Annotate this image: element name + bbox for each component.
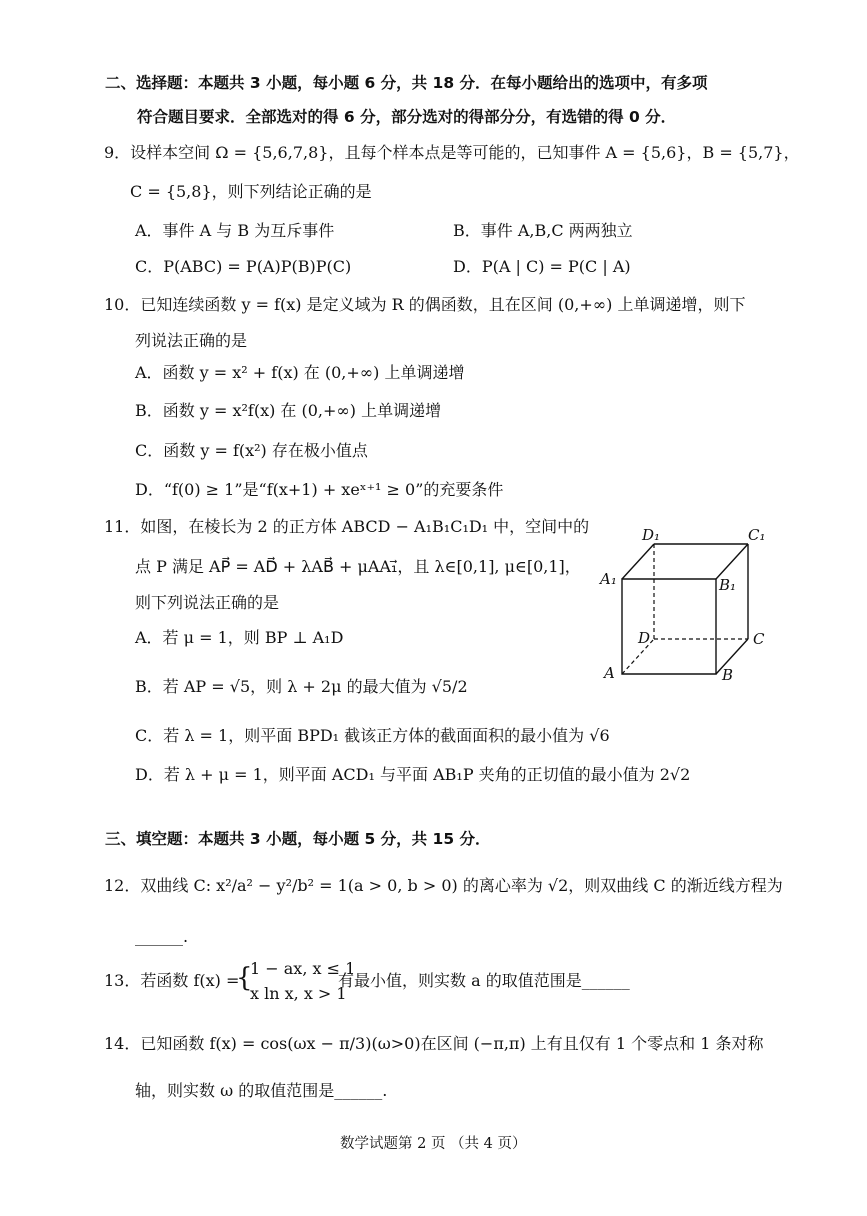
q12-blank: ______. — [135, 927, 189, 946]
label-a1: A₁ — [600, 570, 617, 588]
q9-option-c: C．P(ABC) = P(A)P(B)P(C) — [135, 257, 352, 276]
q10-option-a: A．函数 y = x² + f(x) 在 (0,+∞) 上单调递增 — [135, 363, 465, 382]
page-footer: 数学试题第 2 页 （共 4 页） — [340, 1136, 527, 1152]
q10-option-c: C．函数 y = f(x²) 存在极小值点 — [135, 441, 368, 460]
q9-stem-line1: 9．设样本空间 Ω = {5,6,7,8}，且每个样本点是等可能的，已知事件 A = {5,6}，B = {5,7}， — [104, 143, 800, 162]
cube-figure — [598, 524, 773, 684]
q11-option-a: A．若 μ = 1，则 BP ⊥ A₁D — [135, 628, 344, 647]
label-d1: D₁ — [642, 526, 661, 544]
q10-stem-line2: 列说法正确的是 — [135, 331, 248, 350]
q10-option-d: D．“f(0) ≥ 1”是“f(x+1) + xeˣ⁺¹ ≥ 0”的充要条件 — [135, 480, 504, 499]
label-b: B — [722, 666, 734, 684]
section2-heading-line1: 二、选择题：本题共 3 小题，每小题 6 分，共 18 分．在每小题给出的选项中，有多项 — [105, 74, 708, 92]
edge-b1c1 — [716, 544, 748, 579]
cube-front-face — [622, 579, 716, 674]
label-b1: B₁ — [719, 576, 737, 594]
q13-case2: x ln x, x > 1 — [250, 984, 347, 1003]
q13-brace: { — [236, 963, 253, 993]
q11-option-b: B．若 AP = √5，则 λ + 2μ 的最大值为 √5/2 — [135, 677, 468, 696]
q14-stem-line1: 14．已知函数 f(x) = cos(ωx − π/3)(ω>0)在区间 (−π,π) 上有且仅有 1 个零点和 1 条对称 — [104, 1034, 764, 1053]
q11-stem-line1: 11．如图，在棱长为 2 的正方体 ABCD − A₁B₁C₁D₁ 中，空间中的 — [104, 517, 590, 536]
q9-option-a: A．事件 A 与 B 为互斥事件 — [135, 221, 335, 240]
label-d: D — [638, 629, 651, 647]
q9-stem-line2: C = {5,8}，则下列结论正确的是 — [130, 182, 372, 201]
q13-suffix: 有最小值，则实数 a 的取值范围是______ — [338, 971, 630, 990]
label-c: C — [753, 630, 765, 648]
q13-prefix: 13．若函数 f(x) = — [104, 971, 240, 990]
q11-option-c: C．若 λ = 1，则平面 BPD₁ 截该正方体的截面面积的最小值为 √6 — [135, 726, 610, 745]
q10-stem-line1: 10．已知连续函数 y = f(x) 是定义域为 R 的偶函数，且在区间 (0,+∞) 上单调递增，则下 — [104, 295, 746, 314]
q14-stem-line2: 轴，则实数 ω 的取值范围是______. — [135, 1081, 388, 1100]
q10-option-b: B．函数 y = x²f(x) 在 (0,+∞) 上单调递增 — [135, 401, 442, 420]
q9-option-b: B．事件 A,B,C 两两独立 — [453, 221, 633, 240]
q11-stem-line3: 则下列说法正确的是 — [135, 593, 280, 612]
section3-heading: 三、填空题：本题共 3 小题，每小题 5 分，共 15 分． — [105, 830, 491, 848]
label-a: A — [604, 664, 615, 682]
q9-option-d: D．P(A | C) = P(C | A) — [453, 257, 631, 276]
q11-stem-line2: 点 P 满足 AP⃗ = AD⃗ + λAB⃗ + μAA₁⃗，且 λ∈[0,1], μ∈[0,1]， — [135, 557, 581, 576]
label-c1: C₁ — [748, 526, 766, 544]
edge-a1d1 — [622, 544, 654, 579]
section2-heading-line2: 符合题目要求．全部选对的得 6 分，部分选对的得部分分，有选错的得 0 分． — [137, 108, 677, 126]
q13-case1: 1 − ax, x ≤ 1 — [250, 959, 356, 978]
q12-stem-line1: 12．双曲线 C: x²/a² − y²/b² = 1(a > 0, b > 0) 的离心率为 √2，则双曲线 C 的渐近线方程为 — [104, 876, 783, 895]
q11-option-d: D．若 λ + μ = 1，则平面 ACD₁ 与平面 AB₁P 夹角的正切值的最小值为 2√2 — [135, 765, 691, 784]
